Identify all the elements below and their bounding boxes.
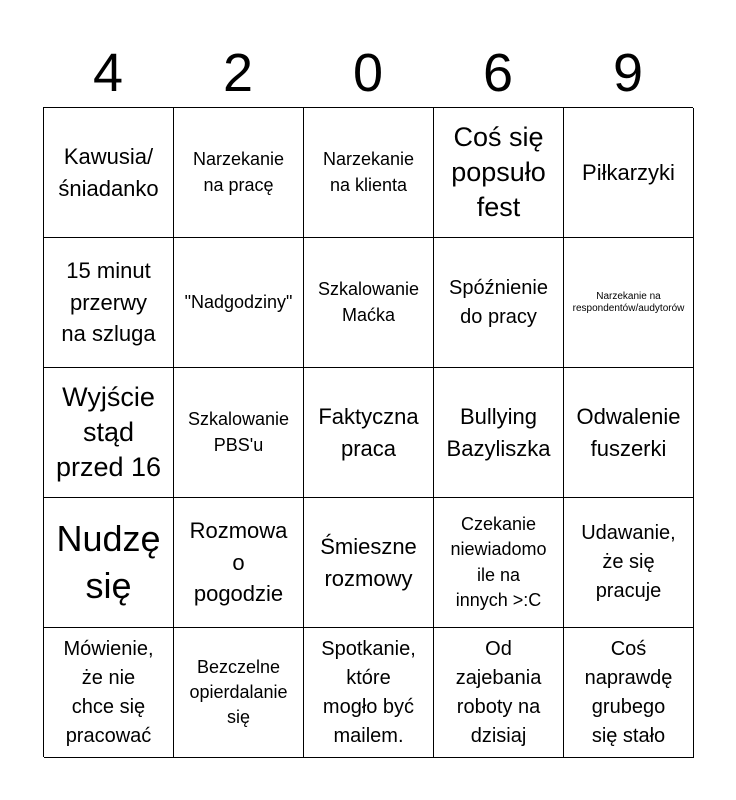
bingo-cell[interactable] xyxy=(304,108,434,238)
cell-text: Narzekanie na pracę xyxy=(192,149,285,195)
bingo-cell[interactable] xyxy=(44,498,174,628)
cell-text: Bezczelne opierdalanie się xyxy=(189,656,288,728)
bingo-cell[interactable] xyxy=(564,498,694,628)
bingo-cell[interactable] xyxy=(564,238,694,368)
cell-text: Spóźnienie do pracy xyxy=(449,276,548,328)
cell-text: 15 minut przerwy na szluga xyxy=(61,257,156,347)
bingo-cell[interactable] xyxy=(564,108,694,238)
header-letter-1: 4 xyxy=(92,43,124,103)
cell-text: "Nadgodziny" xyxy=(184,291,293,312)
cell-text: Czekanie niewiadomo ile na innych >:C xyxy=(450,514,547,610)
cell-text: Odwalenie fuszerki xyxy=(576,403,681,461)
cell-text: Śmieszne rozmowy xyxy=(320,533,417,591)
bingo-cell[interactable] xyxy=(434,498,564,628)
cell-text: Nudzę się xyxy=(56,517,161,606)
bingo-cell[interactable] xyxy=(44,628,174,758)
header-letter-4: 6 xyxy=(482,43,514,103)
cell-text: Szkalowanie PBS'u xyxy=(187,409,290,455)
header-letter-5: 9 xyxy=(612,43,644,103)
cell-text: Piłkarzyki xyxy=(582,159,675,185)
bingo-cell[interactable] xyxy=(434,628,564,758)
cell-text: Szkalowanie Maćka xyxy=(317,279,420,325)
bingo-cell[interactable] xyxy=(304,628,434,758)
bingo-cell[interactable] xyxy=(44,238,174,368)
bingo-cell[interactable] xyxy=(174,368,304,498)
cell-text: Bullying Bazyliszka xyxy=(446,403,551,461)
header-letter-3: 0 xyxy=(352,43,384,103)
cell-text: Narzekanie na klienta xyxy=(322,149,415,195)
cell-text: Coś naprawdę grubego się stało xyxy=(584,637,673,747)
bingo-cell[interactable] xyxy=(174,108,304,238)
bingo-cell[interactable] xyxy=(304,498,434,628)
bingo-cell[interactable] xyxy=(44,368,174,498)
bingo-cell[interactable] xyxy=(434,368,564,498)
cell-text: Od zajebania roboty na dzisiaj xyxy=(455,637,542,747)
bingo-cell[interactable] xyxy=(564,368,694,498)
cell-text: Udawanie, że się pracuje xyxy=(581,522,676,602)
header-letter-2: 2 xyxy=(222,43,254,103)
cell-text: Kawusia/ śniadanko xyxy=(58,143,159,201)
bingo-cell[interactable] xyxy=(174,238,304,368)
bingo-board xyxy=(43,107,693,757)
cell-text: Rozmowa o pogodzie xyxy=(189,517,288,607)
bingo-cell[interactable] xyxy=(174,628,304,758)
cell-text: Spotkanie, które mogło być mailem. xyxy=(321,637,416,747)
bingo-cell[interactable] xyxy=(434,238,564,368)
bingo-cell[interactable] xyxy=(44,108,174,238)
bingo-cell[interactable] xyxy=(564,628,694,758)
bingo-cell[interactable] xyxy=(434,108,564,238)
bingo-cell[interactable] xyxy=(304,238,434,368)
bingo-cell[interactable] xyxy=(174,498,304,628)
cell-text: Narzekanie na respondentów/audytorów xyxy=(572,290,685,314)
cell-text: Mówienie, że nie chce się pracować xyxy=(63,637,154,747)
cell-text: Coś się popsuło fest xyxy=(451,121,546,223)
cell-text: Faktyczna praca xyxy=(318,403,419,461)
bingo-header xyxy=(43,40,693,106)
cell-text: Wyjście stąd przed 16 xyxy=(55,381,162,483)
bingo-cell[interactable] xyxy=(304,368,434,498)
